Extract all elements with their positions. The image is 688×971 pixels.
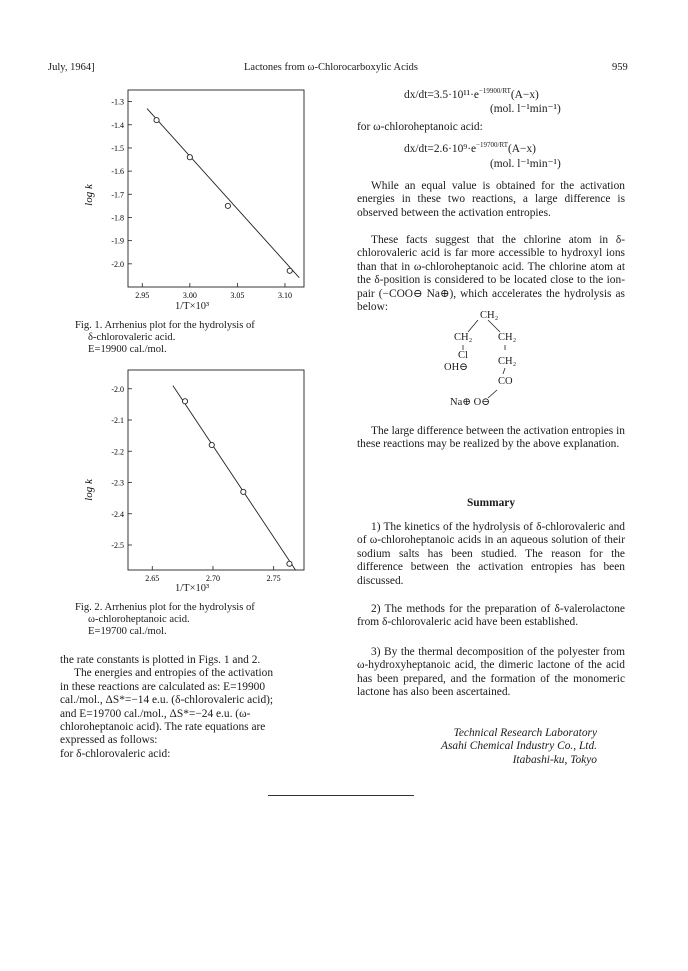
fig1-xtick-label: 3.00	[182, 291, 197, 300]
fig2-xlabel: 1/T×10³	[175, 583, 210, 594]
fig2-caption-line2: ω-chloroheptanoic acid.	[88, 614, 190, 625]
fig2-data-point	[241, 489, 246, 494]
fig1-data-point	[225, 203, 230, 208]
summary-title: Summary	[466, 497, 516, 509]
left-text-line: chloroheptanoic acid). The rate equations are	[60, 721, 266, 734]
fig1-ytick-label: -1.9	[111, 236, 124, 246]
affiliation-line-2: Asahi Chemical Industry Co., Ltd.	[441, 740, 597, 753]
structure-ch2-left: CH₂	[454, 332, 473, 343]
fig1-ytick-label: -1.7	[111, 190, 124, 200]
paragraph-2: These facts suggest that the chlorine atom in δ-chlorovaleric acid is far more accessible to hydroxyl ions than that in ω-chloroheptanoic acid. The chlorine atom at the δ-position is considered to be located close to the ion-pair (−COO⊖ Na⊕), which accelerates the hydrolysis as below:	[357, 234, 625, 314]
left-column-text	[60, 654, 342, 761]
affiliation-line-3: Itabashi-ku, Tokyo	[512, 753, 597, 766]
summary-point-1: 1) The kinetics of the hydrolysis of δ-chlorovaleric and of ω-chloroheptanoic acids in an aqueous solution of their sodium salts has been studied. The reason for the difference between the activation entropies has been discussed.	[357, 521, 625, 587]
rate-equation-2: $dx/dt=2.6\cdot 10^9\cdot e^{-19700/RT}(A-x)$	[404, 141, 536, 155]
fig1-xtick-label: 2.95	[135, 291, 150, 300]
rate-equation-1: $dx/dt=3.5\cdot 10^{11}\cdot e^{-19900/RT}(A-x)$	[404, 87, 539, 101]
left-text-line: The energies and entropies of the activation	[74, 667, 274, 680]
fig1-xtick-label: 3.10	[277, 291, 292, 300]
fig2-fit-line	[173, 386, 296, 570]
summary-point-2: 2) The methods for the preparation of δ-valerolactone from δ-chlorovaleric acid have been established.	[357, 603, 625, 629]
left-text-line: for δ-chlorovaleric acid:	[60, 747, 171, 760]
structure-ch2-right2: CH₂	[498, 356, 517, 367]
fig2-ytick-label: -2.2	[111, 447, 124, 457]
summary-point-3: 3) By the thermal decomposition of the polyester from ω-hydroxyheptanoic acid, the dimeric lactone of the acid has been prepared, and the formation of the monomeric lactone has also been ascertained.	[357, 646, 625, 699]
for-omega-label: for ω-chloroheptanoic acid:	[357, 121, 483, 133]
fig2-frame	[128, 370, 304, 570]
fig1-data-point	[154, 118, 159, 123]
fig2-xtick-label: 2.70	[205, 574, 220, 583]
page-number: 959	[612, 62, 628, 73]
fig2-data-point	[209, 442, 214, 447]
fig1-caption-line2: δ-chlorovaleric acid.	[88, 332, 176, 343]
left-text-line: expressed as follows:	[60, 734, 158, 747]
fig1-fit-line	[147, 109, 299, 278]
rate-equation-2-units: (mol. l⁻¹min⁻¹)	[490, 158, 561, 170]
structure-co: CO	[498, 376, 513, 387]
left-text-line: the rate constants is plotted in Figs. 1 and 2.	[60, 654, 261, 666]
left-text-line: and E=19700 cal./mol., ΔS*=−24 e.u. (ω-	[60, 707, 251, 720]
fig1-caption-line1: Fig. 1. Arrhenius plot for the hydrolysis of	[75, 320, 255, 331]
left-text-line: cal./mol., ΔS*=−14 e.u. (δ-chlorovaleric acid);	[60, 694, 274, 707]
fig1-ytick-label: -1.6	[111, 167, 124, 177]
fig1-ytick-label: -1.5	[111, 143, 124, 153]
fig1-xlabel: 1/T×10³	[175, 301, 210, 312]
structure-bonds	[440, 310, 550, 410]
fig1-xtick-label: 3.05	[230, 291, 245, 300]
chemical-structure	[440, 310, 550, 410]
structure-cl: Cl	[458, 350, 468, 361]
header-title: Lactones from ω-Chlorocarboxylic Acids	[244, 62, 418, 73]
end-rule	[268, 795, 414, 796]
fig2-ytick-label: -2.0	[111, 384, 124, 394]
fig2-ytick-label: -2.3	[111, 478, 124, 488]
structure-ch2-top: CH₂	[480, 310, 499, 321]
fig1-ylabel: log k	[83, 184, 95, 206]
fig1-caption-line3: E=19900 cal./mol.	[88, 344, 167, 355]
structure-ch2-right: CH₂	[498, 332, 517, 343]
fig2-ytick-label: -2.4	[111, 509, 124, 519]
fig2-caption-line1: Fig. 2. Arrhenius plot for the hydrolysis of	[75, 602, 255, 613]
fig1-ytick-label: -1.8	[111, 213, 124, 223]
paragraph-1: While an equal value is obtained for the activation energies in these two reactions, a large difference is observed between the activation entropies.	[357, 180, 625, 219]
fig2-data-point	[182, 399, 187, 404]
fig2-ytick-label: -2.1	[111, 416, 124, 425]
figure-1-chart	[60, 80, 320, 330]
fig2-ylabel: log k	[83, 479, 95, 501]
fig1-ytick-label: -1.4	[111, 120, 124, 130]
paragraph-3: The large difference between the activation entropies in these reactions may be realized by the above explanation.	[357, 425, 625, 451]
fig1-data-point	[187, 155, 192, 160]
fig2-data-point	[287, 561, 292, 566]
rate-equation-1-units: (mol. l⁻¹min⁻¹)	[490, 103, 561, 115]
fig2-caption-line3: E=19700 cal./mol.	[88, 626, 167, 637]
structure-na-o: Na⊕ O⊖	[450, 397, 491, 408]
fig1-ytick-label: -1.3	[111, 97, 124, 107]
affiliation	[357, 727, 625, 767]
figure-2-chart	[60, 360, 320, 595]
structure-oh: OH⊖	[444, 362, 468, 373]
fig2-ytick-label: -2.5	[111, 541, 124, 550]
affiliation-line-1: Technical Research Laboratory	[453, 727, 597, 739]
header-date: July, 1964]	[48, 62, 95, 73]
fig2-xtick-label: 2.75	[266, 574, 281, 583]
fig1-ytick-label: -2.0	[111, 259, 124, 269]
fig2-xtick-label: 2.65	[145, 574, 160, 583]
left-text-line: in these reactions are calculated as: E=19900	[60, 680, 266, 693]
fig1-data-point	[287, 268, 292, 273]
